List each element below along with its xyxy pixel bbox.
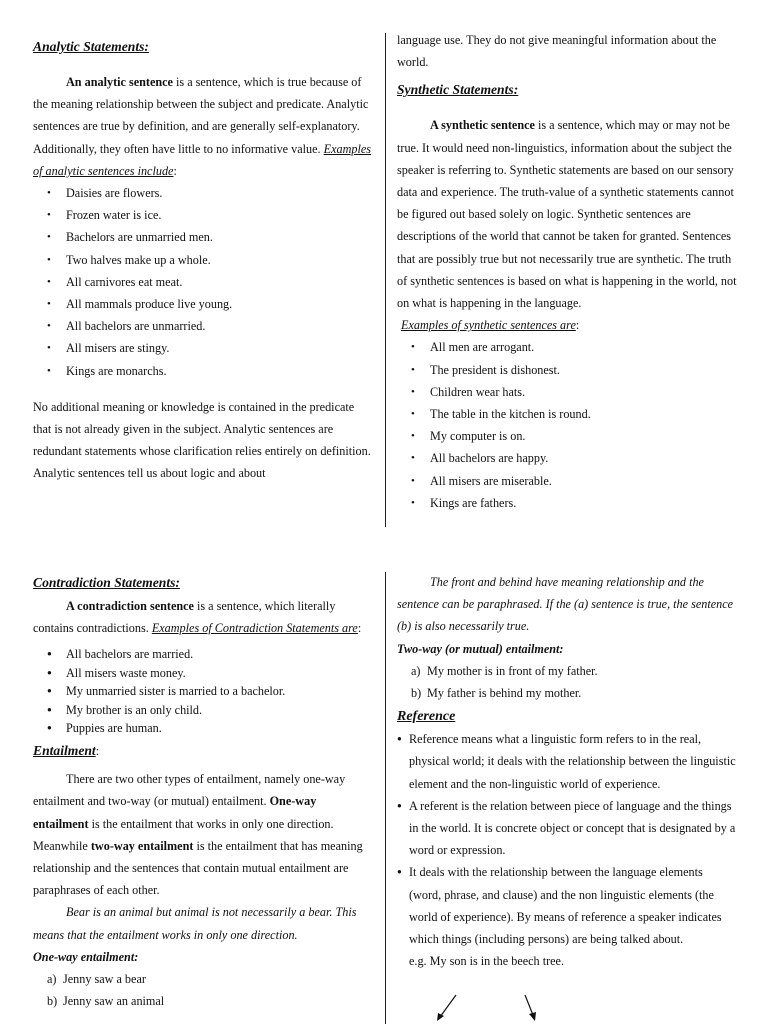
analytic-example-item: • All mammals produce live young. <box>33 293 371 315</box>
entailment-heading: Entailment <box>33 742 96 758</box>
entailment-paragraph <box>33 768 371 901</box>
synthetic-example-item: • All bachelors are happy. <box>397 447 737 469</box>
analytic-continuation: language use. They do not give meaningful information about the world. <box>397 33 717 70</box>
two-way-label: Two-way (or mutual) entailment: <box>397 641 564 656</box>
analytic-example-item: • Two halves make up a whole. <box>33 249 371 271</box>
entailment-text-c: is the entailment that works in only one direction. Meanwhile <box>33 816 334 853</box>
entailment-italic-note: Bear is an animal but animal is not necessarily a bear. This means that the entailment works in only one direction. <box>33 905 357 942</box>
synthetic-intro-rest: is a sentence, which may or may not be true. It would need non-linguistics, information about the subject the speaker is referring to. Synthetic statements are based on our sensory data and experience. The truth-value of a synthetic statements cannot be figured out based solely on logic. Synthetic sentences are descriptions of the world that cannot be taken for granted. Sentences that are possibly true but not necessarily true are synthetic. The truth of synthetic sentences is based on what is happening in the world, not on what is happening in the language. <box>397 118 737 311</box>
analytic-example-item: • Frozen water is ice. <box>33 204 371 226</box>
contradiction-section <box>33 572 371 1012</box>
contradiction-intro: A contradiction sentence is a sentence, which literally contains contradictions. Examples of Contradiction Statements are: <box>33 599 362 636</box>
entailment-two-way-term: two-way entailment <box>90 838 194 853</box>
synthetic-example-item: • All misers are miserable. <box>397 470 737 492</box>
reference-example: e.g. My son is in the beech tree. <box>409 954 565 969</box>
one-way-example <box>33 968 371 990</box>
contradiction-example-item: ● All misers waste money. <box>33 664 371 683</box>
synthetic-example-item: • Children wear hats. <box>397 381 737 403</box>
contradiction-example-item: ● My unmarried sister is married to a bachelor. <box>33 682 371 701</box>
one-way-example-label: b) <box>47 994 58 1009</box>
one-way-example-text: Jenny saw an animal <box>63 994 165 1009</box>
entailment-text-e: is the entailment that has meaning relationship and the sentences that contain mutual entailment are paraphrases of each other. <box>33 838 363 898</box>
analytic-intro: An analytic sentence is a sentence, which is true because of the meaning relationship between the subject and predicate. Analytic sentences are true by definition, and are generally self-explanatory. Additionally, they often have little to no informative value. Examples of analytic sentences include: <box>33 75 372 178</box>
one-way-example <box>33 990 371 1012</box>
analytic-intro-bold: An analytic sentence <box>66 75 173 89</box>
analytic-example-item: • Bachelors are unmarried men. <box>33 226 371 248</box>
synthetic-examples-label: Examples of synthetic sentences are <box>401 318 576 333</box>
arrow-right-icon <box>518 993 548 1025</box>
column-divider-top <box>385 33 386 527</box>
synthetic-example-item: • All men are arrogant. <box>397 336 737 358</box>
two-way-example-text: My father is behind my mother. <box>427 686 582 701</box>
column-divider-bottom <box>385 572 386 1024</box>
one-way-label: One-way entailment: <box>33 949 139 964</box>
contradiction-heading: Contradiction Statements: <box>33 575 180 590</box>
one-way-examples <box>33 968 371 1012</box>
contradiction-intro-rest: is a sentence, which literally contains contradictions. <box>33 599 336 636</box>
analytic-section <box>33 36 371 485</box>
contradiction-example-item: ● All bachelors are married. <box>33 645 371 664</box>
reference-point: ● It deals with the relationship between the language elements (word, phrase, and clause) and the non linguistic elements (the world of experience). By means of reference a speaker indicates which things (including persons) are being talked about. <box>397 861 737 950</box>
contradiction-example-item: ● My brother is an only child. <box>33 701 371 720</box>
contradiction-intro-bold: A contradiction sentence <box>66 599 194 613</box>
contradiction-examples-label: Examples of Contradiction Statements are <box>151 621 358 636</box>
analytic-example-item: • All bachelors are unmarried. <box>33 315 371 337</box>
two-way-example-label: a) <box>411 663 421 678</box>
entailment-text-a: There are two other types of entailment, namely one-way entailment and two-way (or mutual) entailment. <box>33 772 346 809</box>
arrow-left-icon <box>432 993 462 1025</box>
entailment-heading-line: Entailment: <box>33 742 100 758</box>
synthetic-heading: Synthetic Statements: <box>397 82 519 98</box>
analytic-heading: Analytic Statements: <box>33 39 149 54</box>
analytic-closing: No additional meaning or knowledge is contained in the predicate that is not already given in the subject. Analytic sentences are redundant statements whose clarification relies entirely on definition. Analytic sentences tell us about logic and about <box>33 399 371 481</box>
contradiction-examples-list <box>33 645 371 738</box>
reference-heading: Reference <box>397 709 456 725</box>
synthetic-example-item: • The table in the kitchen is round. <box>397 403 737 425</box>
synthetic-examples-line: Examples of synthetic sentences are: <box>401 318 580 333</box>
analytic-example-item: • All carnivores eat meat. <box>33 271 371 293</box>
two-way-example-label: b) <box>411 686 422 701</box>
synthetic-example-item: • The president is dishonest. <box>397 359 737 381</box>
paraphrase-note: The front and behind have meaning relationship and the sentence can be paraphrased. If the (a) sentence is true, the sentence (b) is also necessarily true. <box>397 575 734 634</box>
analytic-examples-list <box>33 182 371 382</box>
two-way-example <box>397 660 737 682</box>
analytic-examples-label: Examples of analytic sentences include <box>33 141 372 178</box>
synthetic-intro-bold: A synthetic sentence <box>430 118 535 133</box>
synthetic-intro <box>397 114 737 314</box>
analytic-example-item: • Daisies are flowers. <box>33 182 371 204</box>
synthetic-examples-list <box>397 336 737 514</box>
analytic-example-item: • Kings are monarchs. <box>33 360 371 382</box>
entailment-one-way-term: One-way entailment <box>33 794 317 831</box>
reference-point: ● Reference means what a linguistic form refers to in the real, physical world; it deals with the relationship between the linguistic element and the non-linguistic world of experience. <box>397 728 737 795</box>
reference-point: ● A referent is the relation between piece of language and the things in the world. It is concrete object or concept that is designated by a word or expression. <box>397 795 737 862</box>
two-way-examples <box>397 660 737 704</box>
contradiction-example-item: ● Puppies are human. <box>33 719 371 738</box>
reference-section <box>397 571 737 972</box>
two-way-example <box>397 682 737 704</box>
synthetic-section <box>397 29 737 514</box>
one-way-example-text: Jenny saw a bear <box>63 971 146 986</box>
synthetic-example-item: • My computer is on. <box>397 425 737 447</box>
analytic-example-item: • All misers are stingy. <box>33 337 371 359</box>
reference-points <box>397 728 737 950</box>
synthetic-example-item: • Kings are fathers. <box>397 492 737 514</box>
one-way-example-label: a) <box>47 971 57 986</box>
analytic-intro-rest: is a sentence, which is true because of the meaning relationship between the subject and predicate. Analytic sentences are true by definition, and are generally self-explanatory. Additionally, they often have little to no informative value. <box>33 75 369 156</box>
two-way-example-text: My mother is in front of my father. <box>427 663 598 678</box>
